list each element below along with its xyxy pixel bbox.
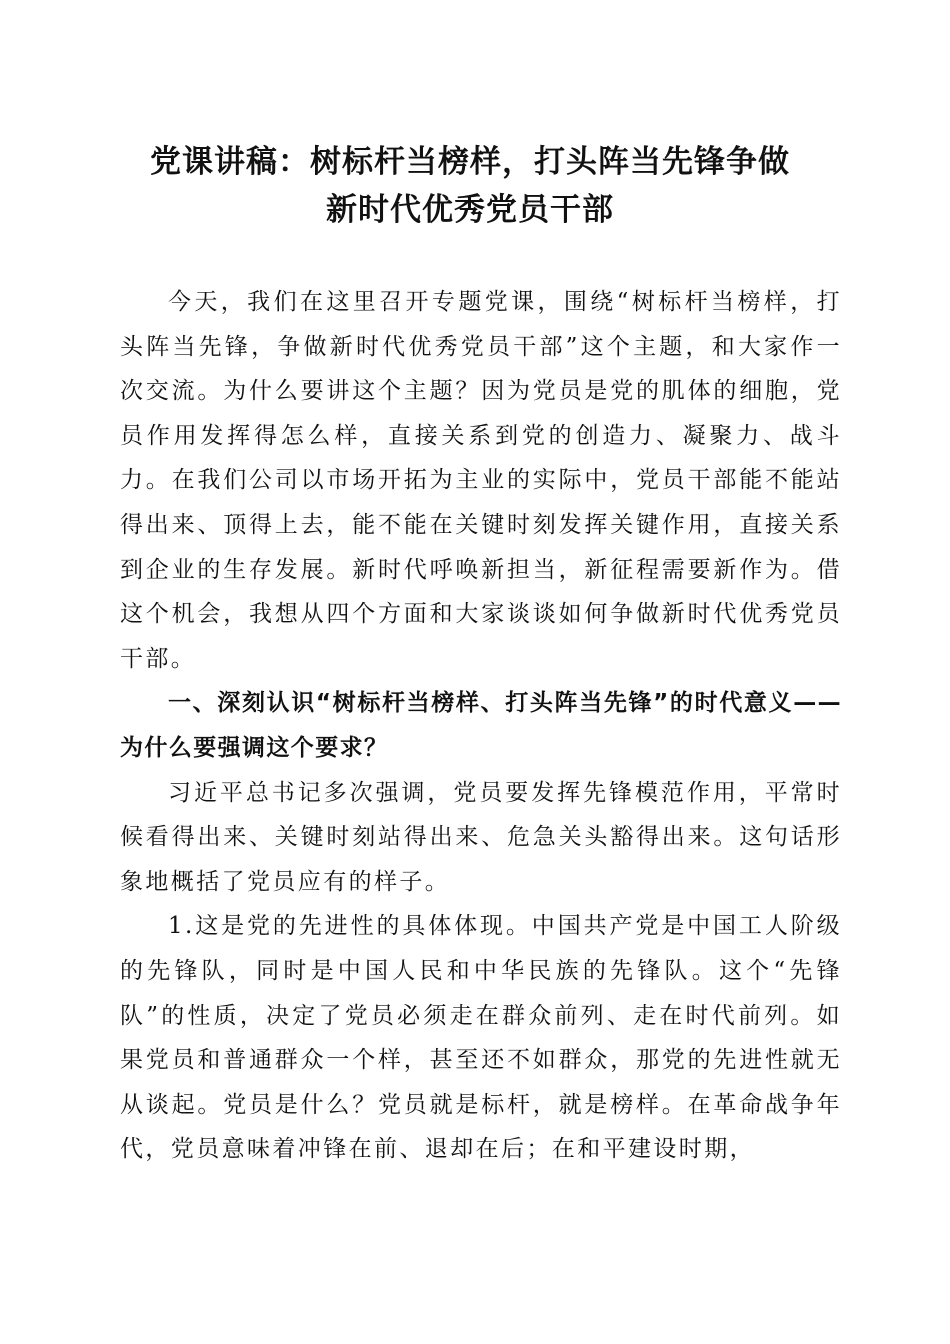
document-title: [100, 138, 840, 234]
section-1-paragraph: 习近平总书记多次强调，党员要发挥先锋模范作用，平常时候看得出来、关键时刻站得出来、危急关头豁得出来。这句话形象地概括了党员应有的样子。: [120, 779, 842, 895]
document-body: [120, 280, 842, 1172]
intro-paragraph: 今天，我们在这里召开专题党课，围绕“树标杆当榜样，打头阵当先锋，争做新时代优秀党员干部”这个主题，和大家作一次交流。为什么要讲这个主题？因为党员是党的肌体的细胞，党员作用发挥得怎么样，直接关系到党的创造力、凝聚力、战斗力。在我们公司以市场开拓为主业的实际中，党员干部能不能站得出来、顶得上去，能不能在关键时刻发挥关键作用，直接关系到企业的生存发展。新时代呼唤新担当，新征程需要新作为。借这个机会，我想从四个方面和大家谈谈如何争做新时代优秀党员干部。: [120, 289, 842, 672]
title-line-1: 党课讲稿：树标杆当榜样，打头阵当先锋争做: [150, 144, 790, 180]
point-1-paragraph: 1.这是党的先进性的具体体现。中国共产党是中国工人阶级的先锋队，同时是中国人民和中华民族的先锋队。这个“先锋队”的性质，决定了党员必须走在群众前列、走在时代前列。如果党员和普通群众一个样，甚至还不如群众，那党的先进性就无从谈起。党员是什么？党员就是标杆，就是榜样。在革命战争年代，党员意味着冲锋在前、退却在后；在和平建设时期，: [120, 913, 842, 1163]
section-heading-1: 一、深刻认识“树标杆当榜样、打头阵当先锋”的时代意义——为什么要强调这个要求？: [120, 690, 842, 761]
title-line-2: 新时代优秀党员干部: [326, 192, 614, 228]
